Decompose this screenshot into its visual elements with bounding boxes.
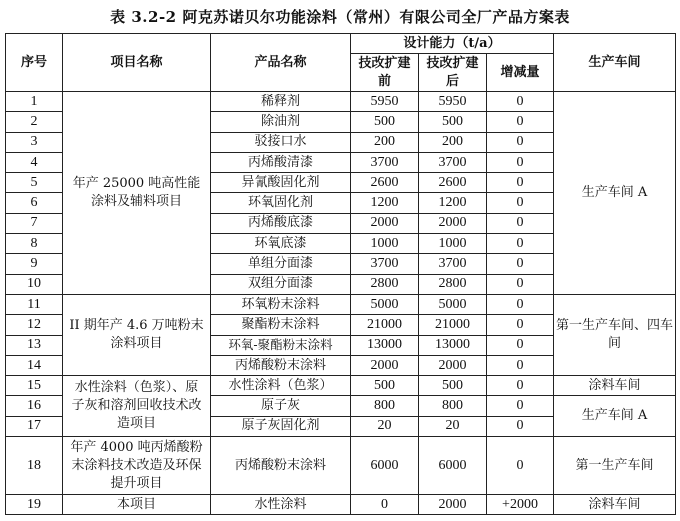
table-row (6, 495, 676, 515)
cell-product: 水性涂料（色浆） (211, 376, 351, 396)
cell-before: 20 (351, 416, 419, 436)
cell-change: 0 (487, 437, 554, 495)
cell-after: 500 (419, 112, 487, 132)
cell-product: 丙烯酸清漆 (211, 152, 351, 172)
cell-change: 0 (487, 173, 554, 193)
cell-change: 0 (487, 274, 554, 294)
cell-change: 0 (487, 396, 554, 416)
cell-after: 2000 (419, 213, 487, 233)
cell-seq: 8 (6, 234, 63, 254)
cell-before: 1000 (351, 234, 419, 254)
product-plan-table (5, 33, 676, 515)
cell-after: 1200 (419, 193, 487, 213)
cell-workshop: 第一生产车间、四车间 (554, 294, 676, 375)
cell-change: 0 (487, 416, 554, 436)
cell-before: 0 (351, 495, 419, 515)
cell-product: 环氧底漆 (211, 234, 351, 254)
cell-seq: 19 (6, 495, 63, 515)
cell-seq: 4 (6, 152, 63, 172)
cell-workshop: 生产车间 A (554, 396, 676, 437)
cell-before: 13000 (351, 335, 419, 355)
cell-after: 2800 (419, 274, 487, 294)
cell-change: 0 (487, 193, 554, 213)
cell-product: 双组分面漆 (211, 274, 351, 294)
table-row (6, 92, 676, 112)
cell-before: 6000 (351, 437, 419, 495)
header-product: 产品名称 (211, 34, 351, 92)
cell-seq: 6 (6, 193, 63, 213)
cell-seq: 13 (6, 335, 63, 355)
cell-seq: 9 (6, 254, 63, 274)
cell-change: 0 (487, 335, 554, 355)
cell-after: 2600 (419, 173, 487, 193)
cell-after: 3700 (419, 254, 487, 274)
cell-after: 500 (419, 376, 487, 396)
cell-product: 原子灰 (211, 396, 351, 416)
cell-product: 水性涂料 (211, 495, 351, 515)
cell-change: 0 (487, 213, 554, 233)
cell-product: 环氧固化剂 (211, 193, 351, 213)
header-row (6, 34, 676, 54)
cell-seq: 15 (6, 376, 63, 396)
cell-after: 1000 (419, 234, 487, 254)
cell-workshop: 生产车间 A (554, 92, 676, 295)
cell-change: 0 (487, 355, 554, 375)
cell-seq: 1 (6, 92, 63, 112)
cell-project: 年产 4000 吨丙烯酸粉末涂料技术改造及环保提升项目 (63, 437, 211, 495)
cell-project: II 期年产 4.6 万吨粉末涂料项目 (63, 294, 211, 375)
cell-before: 2600 (351, 173, 419, 193)
cell-seq: 7 (6, 213, 63, 233)
cell-change: 0 (487, 132, 554, 152)
cell-workshop: 涂料车间 (554, 495, 676, 515)
table-row (6, 294, 676, 314)
cell-product: 驳接口水 (211, 132, 351, 152)
cell-change: 0 (487, 92, 554, 112)
cell-project: 水性涂料（色浆）、原子灰和溶剂回收技术改造项目 (63, 376, 211, 437)
cell-seq: 5 (6, 173, 63, 193)
cell-product: 除油剂 (211, 112, 351, 132)
cell-before: 2000 (351, 355, 419, 375)
table-title: 表 3.2-2 阿克苏诺贝尔功能涂料（常州）有限公司全厂产品方案表 (110, 8, 570, 26)
cell-product: 单组分面漆 (211, 254, 351, 274)
cell-seq: 14 (6, 355, 63, 375)
cell-project: 本项目 (63, 495, 211, 515)
header-change: 增减量 (487, 54, 554, 92)
cell-after: 13000 (419, 335, 487, 355)
header-capacity: 设计能力（t/a） (351, 34, 554, 54)
cell-before: 800 (351, 396, 419, 416)
cell-seq: 17 (6, 416, 63, 436)
cell-before: 500 (351, 376, 419, 396)
cell-after: 21000 (419, 315, 487, 335)
cell-before: 5000 (351, 294, 419, 314)
cell-change: 0 (487, 294, 554, 314)
cell-product: 环氧-聚酯粉末涂料 (211, 335, 351, 355)
cell-before: 200 (351, 132, 419, 152)
cell-before: 3700 (351, 152, 419, 172)
cell-product: 丙烯酸粉末涂料 (211, 355, 351, 375)
cell-seq: 12 (6, 315, 63, 335)
cell-before: 21000 (351, 315, 419, 335)
cell-change: 0 (487, 112, 554, 132)
cell-product: 丙烯酸粉末涂料 (211, 437, 351, 495)
cell-after: 2000 (419, 355, 487, 375)
header-seq: 序号 (6, 34, 63, 92)
cell-seq: 16 (6, 396, 63, 416)
table-row (6, 376, 676, 396)
cell-before: 1200 (351, 193, 419, 213)
cell-after: 6000 (419, 437, 487, 495)
cell-change: 0 (487, 315, 554, 335)
cell-product: 丙烯酸底漆 (211, 213, 351, 233)
cell-change: 0 (487, 254, 554, 274)
cell-before: 5950 (351, 92, 419, 112)
cell-after: 5950 (419, 92, 487, 112)
cell-after: 200 (419, 132, 487, 152)
cell-before: 2800 (351, 274, 419, 294)
cell-product: 稀释剂 (211, 92, 351, 112)
cell-seq: 10 (6, 274, 63, 294)
cell-change: 0 (487, 152, 554, 172)
table-row (6, 437, 676, 495)
cell-product: 原子灰固化剂 (211, 416, 351, 436)
cell-after: 5000 (419, 294, 487, 314)
cell-product: 环氧粉末涂料 (211, 294, 351, 314)
cell-change: 0 (487, 376, 554, 396)
cell-change: 0 (487, 234, 554, 254)
cell-seq: 2 (6, 112, 63, 132)
header-before: 技改扩建前 (351, 54, 419, 92)
cell-project: 年产 25000 吨高性能涂料及辅料项目 (63, 92, 211, 295)
cell-workshop: 涂料车间 (554, 376, 676, 396)
cell-workshop: 第一生产车间 (554, 437, 676, 495)
cell-product: 聚酯粉末涂料 (211, 315, 351, 335)
cell-change: +2000 (487, 495, 554, 515)
cell-after: 2000 (419, 495, 487, 515)
header-after: 技改扩建后 (419, 54, 487, 92)
cell-seq: 11 (6, 294, 63, 314)
cell-before: 500 (351, 112, 419, 132)
header-workshop: 生产车间 (554, 34, 676, 92)
cell-product: 异氰酸固化剂 (211, 173, 351, 193)
header-project: 项目名称 (63, 34, 211, 92)
cell-seq: 3 (6, 132, 63, 152)
cell-after: 3700 (419, 152, 487, 172)
cell-before: 3700 (351, 254, 419, 274)
cell-before: 2000 (351, 213, 419, 233)
cell-seq: 18 (6, 437, 63, 495)
cell-after: 20 (419, 416, 487, 436)
cell-after: 800 (419, 396, 487, 416)
